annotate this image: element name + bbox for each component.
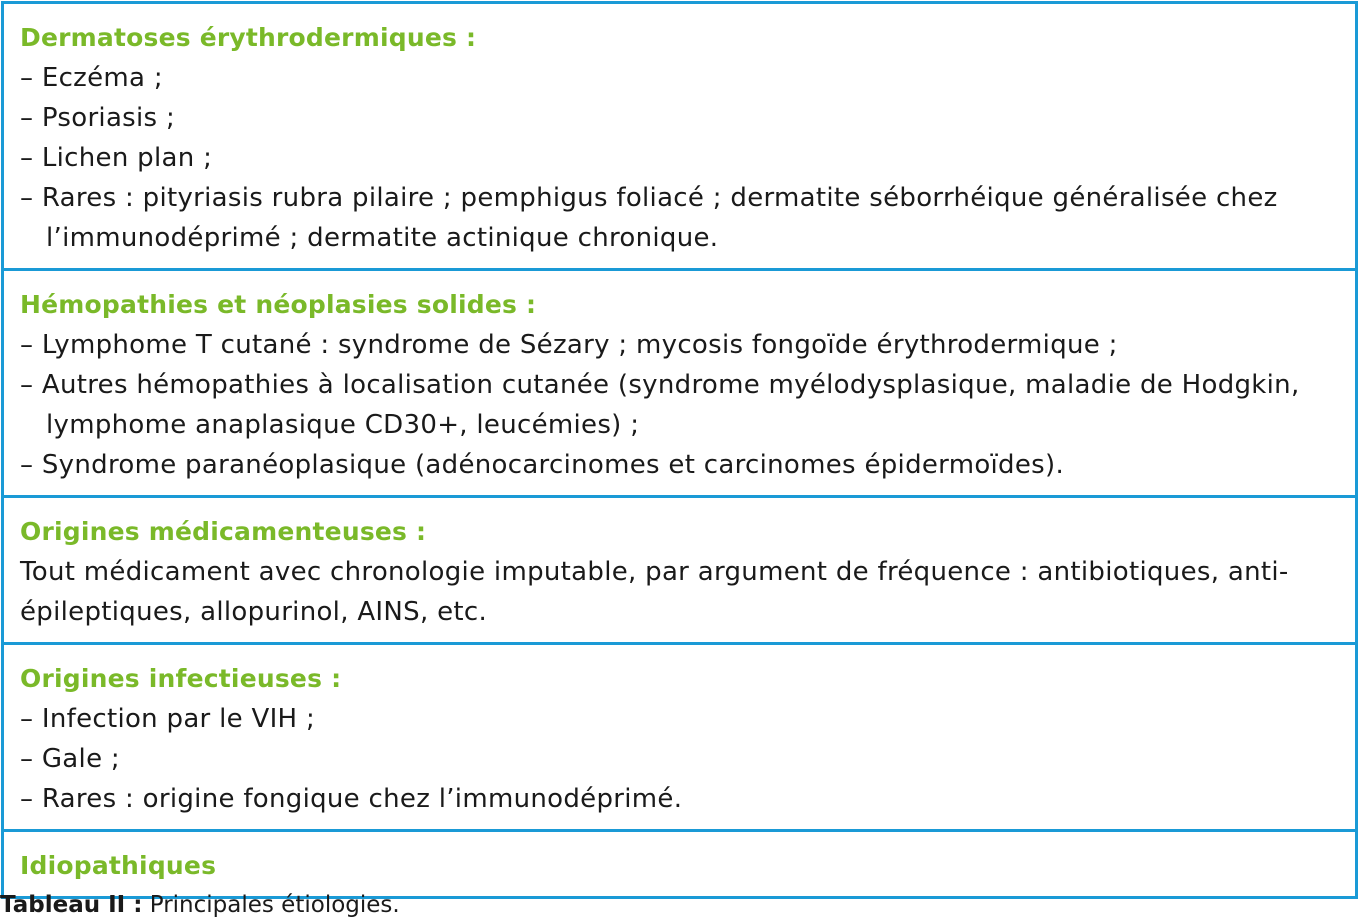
list-item: – Infection par le VIH ;: [20, 704, 316, 734]
section-dermatoses: [4, 4, 1355, 271]
list-item: – Autres hémopathies à localisation cutanée (syndrome myélodysplasique, maladie de Hodgkin, lymphome anaplasique CD30+, leucémies) ;: [20, 370, 1300, 440]
section-heading: Origines médicamenteuses :: [20, 517, 427, 546]
section-heading: Idiopathiques: [20, 851, 217, 880]
list-item: – Psoriasis ;: [20, 103, 176, 133]
section-heading: Origines infectieuses :: [20, 664, 342, 693]
table-caption: [0, 889, 400, 921]
list-item: – Rares : origine fongique chez l’immunodéprimé.: [20, 784, 683, 814]
section-infectieuses: [4, 645, 1355, 832]
list-item: – Eczéma ;: [20, 63, 163, 93]
list-item: – Rares : pityriasis rubra pilaire ; pemphigus foliacé ; dermatite séborrhéique généralisée chez l’immunodéprimé ; dermatite actinique chronique.: [20, 183, 1278, 253]
list-item: – Lichen plan ;: [20, 143, 213, 173]
list-item: – Lymphome T cutané : syndrome de Sézary ; mycosis fongoïde érythrodermique ;: [20, 330, 1118, 360]
caption-label: Tableau II :: [0, 892, 143, 918]
etiologies-table: [1, 1, 1358, 899]
paragraph: Tout médicament avec chronologie imputable, par argument de fréquence : antibiotiques, anti-épileptiques, allopurinol, AINS, etc.: [20, 557, 1289, 627]
section-heading: Hémopathies et néoplasies solides :: [20, 290, 537, 319]
section-heading: Dermatoses érythrodermiques :: [20, 23, 477, 52]
list-item: – Syndrome paranéoplasique (adénocarcinomes et carcinomes épidermoïdes).: [20, 450, 1065, 480]
caption-text: Principales étiologies.: [142, 892, 400, 918]
section-hemopathies: [4, 271, 1355, 498]
section-medicamenteuses: [4, 498, 1355, 645]
list-item: – Gale ;: [20, 744, 120, 774]
